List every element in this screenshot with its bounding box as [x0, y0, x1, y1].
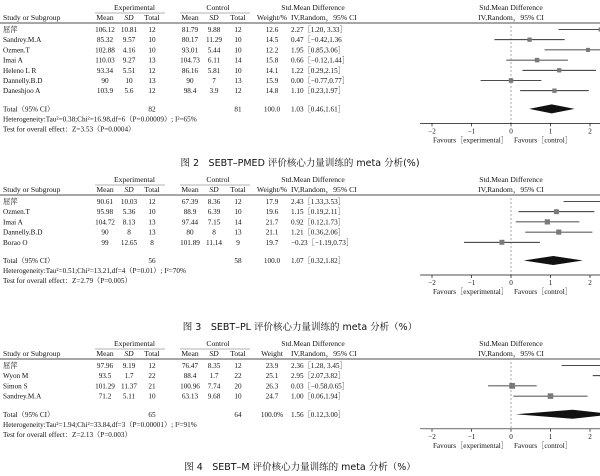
exp-total: 12 [148, 87, 156, 96]
exp-total: 8 [150, 238, 154, 247]
ctrl-sd: 8 [212, 228, 216, 237]
smd-title: Std.Mean Difference [479, 3, 543, 12]
exp-total: 12 [148, 198, 156, 206]
pooled-effect-diamond [524, 256, 583, 265]
study-weight: 14.5 [265, 36, 279, 45]
ctrl-mean: 98.4 [183, 87, 197, 96]
exp-sd: 12.65 [120, 238, 138, 247]
study-name: Ozmen.T [3, 46, 30, 55]
total-header-ctrl: Total [230, 185, 246, 194]
experimental-header: Experimental [114, 339, 155, 348]
study-weight: 24.7 [265, 392, 279, 401]
mean-header-ctrl: Mean [181, 185, 199, 194]
exp-mean: 102.88 [95, 46, 115, 55]
study-ci-text: 1.15［0.19,2.11］ [291, 208, 345, 217]
study-ci-text: −0.23［−1.19,0.73］ [291, 238, 354, 247]
exp-mean: 93.34 [96, 66, 114, 75]
smd-title-left: Std.Mean Difference [281, 175, 345, 184]
x-tick-label: −1 [467, 279, 476, 287]
study-name: Imai A [3, 218, 23, 227]
total-exp-n: 65 [148, 410, 156, 419]
exp-mean: 85.32 [96, 36, 114, 45]
exp-total: 13 [148, 228, 156, 237]
total-label: Total（95% CI） [3, 105, 55, 114]
sd-header-exp: SD [124, 349, 134, 358]
overall-effect-text: Test for overall effect：Z=2.79（P=0.005） [3, 277, 132, 285]
study-ci-text: 0.66［−0.12,1.44］ [291, 56, 349, 65]
ctrl-total: 10 [234, 208, 242, 217]
ctrl-mean: 76.47 [181, 362, 199, 370]
study-ci-text: 1.10［0.23,1.97］ [291, 87, 345, 96]
smd-title: Std.Mean Difference [479, 339, 543, 348]
method-header: IV,Random，95% CI [478, 185, 544, 194]
ctrl-sd: 5.44 [207, 46, 221, 55]
method-header: IV,Random，95% CI [478, 349, 544, 358]
ctrl-mean: 88.4 [183, 372, 197, 381]
study-name: Dannelly.B.D [3, 77, 43, 85]
x-tick-label: −1 [467, 432, 476, 441]
ctrl-sd: 1.7 [209, 372, 219, 381]
study-ci-text: 1.95［0.85,3.06］ [291, 46, 345, 55]
study-ci-text: 1.22［0.29,2.15］ [291, 66, 345, 75]
favours-experimental: Favours［experimental］ [432, 136, 508, 145]
exp-mean: 71.2 [98, 392, 112, 401]
exp-total: 10 [148, 392, 156, 401]
smd-title: Std.Mean Difference [479, 175, 543, 184]
mean-header-exp: Mean [96, 349, 114, 358]
exp-sd: 11.37 [121, 382, 137, 391]
heterogeneity-text: Heterogeneity:Tau²=0.38;Chi²=16.98,df=6（P=0.00009）; I²=65% [3, 115, 197, 124]
exp-total: 10 [148, 46, 156, 55]
ctrl-mean: 86.16 [181, 66, 199, 75]
method-header-left: IV,Random，95% CI [291, 13, 357, 22]
study-name: Daneshjoo A [3, 87, 41, 96]
x-tick-label: 0 [509, 279, 513, 287]
total-header-exp: Total [144, 349, 160, 358]
weight-header: Weight/% [256, 13, 288, 22]
figure-caption: 图 4 SEBT–M 评价核心力量训练的 meta 分析（%） [184, 462, 416, 473]
exp-sd: 9.57 [122, 36, 136, 45]
control-header: Control [206, 3, 230, 12]
x-tick-label: 1 [548, 127, 553, 136]
total-weight: 100.0% [260, 410, 284, 419]
exp-sd: 10 [125, 77, 133, 85]
ctrl-total: 14 [234, 56, 242, 65]
ctrl-mean: 101.89 [180, 238, 200, 247]
exp-mean: 99 [101, 238, 109, 247]
ctrl-total: 20 [234, 382, 242, 391]
ctrl-sd: 5.81 [207, 66, 221, 75]
weight-header: Weight [261, 349, 283, 358]
forest-svg [0, 172, 600, 336]
study-weight: 15.8 [265, 56, 279, 65]
forest-plot-fig3 [0, 172, 600, 336]
study-effect-square [552, 89, 556, 93]
exp-total: 12 [148, 362, 156, 370]
study-name: Sandrey.M.A [3, 36, 42, 45]
favours-control: Favours［control］ [514, 136, 572, 145]
favours-control: Favours［control］ [514, 288, 572, 296]
forest-svg [0, 336, 600, 476]
x-tick-label: 2 [588, 279, 592, 287]
smd-title-left: Std.Mean Difference [281, 339, 345, 348]
overall-effect-text: Test for overall effect：Z=2.13（P=0.003） [3, 430, 132, 439]
ctrl-mean: 90 [186, 77, 194, 85]
ctrl-mean: 100.96 [180, 382, 200, 391]
exp-sd: 5.6 [124, 87, 134, 96]
study-effect-square [527, 38, 531, 42]
ctrl-total: 10 [234, 46, 242, 55]
sd-header-ctrl: SD [209, 349, 219, 358]
total-label: Total（95% CI） [3, 410, 55, 419]
study-weight: 23.9 [265, 362, 279, 370]
ctrl-total: 10 [234, 36, 242, 45]
study-ci-text: 1.21［0.36,2.06］ [291, 228, 345, 237]
exp-total: 21 [148, 382, 156, 391]
study-effect-square [557, 68, 561, 72]
exp-mean: 97.96 [96, 362, 114, 370]
sd-header-ctrl: SD [209, 185, 219, 194]
ctrl-mean: 104.73 [180, 56, 200, 65]
exp-total: 12 [148, 66, 156, 75]
total-header-ctrl: Total [230, 349, 246, 358]
x-tick-label: 1 [548, 432, 553, 441]
exp-mean: 101.29 [95, 382, 115, 391]
study-weight: 21.7 [265, 218, 279, 227]
ctrl-total: 22 [234, 372, 242, 381]
study-ci-text: 1.00［0.06,1.94］ [291, 392, 345, 401]
exp-mean: 106.12 [95, 26, 115, 34]
ctrl-mean: 97.44 [181, 218, 199, 227]
ctrl-total: 13 [234, 77, 242, 85]
exp-total: 10 [148, 36, 156, 45]
exp-sd: 8.13 [122, 218, 136, 227]
exp-sd: 4.16 [122, 46, 136, 55]
study-effect-square [548, 393, 554, 399]
favours-control: Favours［control］ [514, 441, 572, 450]
exp-sd: 8 [127, 228, 131, 237]
exp-sd: 9.19 [122, 362, 136, 370]
forest-plot-fig4 [0, 336, 600, 476]
ctrl-total: 10 [234, 66, 242, 75]
experimental-header: Experimental [114, 175, 155, 184]
exp-total: 13 [148, 56, 156, 65]
mean-header-exp: Mean [96, 13, 114, 22]
ctrl-mean: 80 [186, 228, 194, 237]
mean-header-ctrl: Mean [181, 349, 199, 358]
exp-sd: 9.27 [122, 56, 136, 65]
study-header: Study or Subgroup [3, 349, 61, 358]
x-tick-label: 0 [509, 127, 513, 136]
total-header-exp: Total [144, 13, 160, 22]
total-exp-n: 56 [148, 257, 156, 265]
study-weight: 17.9 [265, 198, 279, 206]
ctrl-total: 12 [234, 87, 242, 96]
sd-header-exp: SD [124, 13, 134, 22]
total-header-ctrl: Total [230, 13, 246, 22]
exp-sd: 5.51 [122, 66, 136, 75]
study-name: Borao O [3, 238, 28, 247]
ctrl-sd: 6.11 [207, 56, 221, 65]
ctrl-total: 12 [234, 26, 242, 34]
study-ci-text: 2.27［1.20, 3.33］ [291, 26, 347, 34]
smd-title-left: Std.Mean Difference [281, 3, 345, 12]
study-name: Dannelly.B.D [3, 228, 43, 237]
study-effect-square [535, 58, 539, 62]
x-tick-label: −2 [428, 127, 436, 136]
heterogeneity-text: Heterogeneity:Tau²=0.51;Chi²=13.21,df=4（P=0.01）; I²=70% [3, 267, 186, 275]
study-weight: 21.1 [265, 228, 279, 237]
figure-caption: 图 3 SEBT–PL 评价核心力量训练的 meta 分析（%） [182, 322, 418, 333]
study-header: Study or Subgroup [3, 185, 61, 194]
ctrl-sd: 9.68 [207, 392, 221, 401]
exp-sd: 10.03 [120, 198, 138, 206]
ctrl-sd: 3.9 [209, 87, 219, 96]
mean-header-exp: Mean [96, 185, 114, 194]
exp-sd: 1.7 [124, 372, 134, 381]
exp-mean: 90 [101, 228, 109, 237]
ctrl-mean: 88.9 [183, 208, 197, 217]
study-ci-text: 2.43［1.33,3.53］ [291, 198, 345, 206]
total-ctrl-n: 81 [234, 105, 242, 114]
exp-sd: 5.11 [122, 392, 136, 401]
ctrl-mean: 63.13 [181, 392, 199, 401]
study-ci-text: 0.00［−0.77,0.77］ [291, 77, 349, 85]
study-weight: 25.1 [265, 372, 279, 381]
study-effect-square [499, 240, 504, 245]
mean-header-ctrl: Mean [181, 13, 199, 22]
sd-header-ctrl: SD [209, 13, 219, 22]
study-name: 屈萍 [3, 26, 18, 34]
study-name: Heleno L R [3, 66, 37, 75]
total-weight: 100.0 [263, 105, 281, 114]
exp-mean: 90.61 [96, 198, 114, 206]
study-ci-text: 2.95［2.07,3.82］ [291, 372, 345, 381]
exp-mean: 95.98 [96, 208, 114, 217]
study-name: Ozmen.T [3, 208, 30, 217]
x-tick-label: −1 [467, 127, 476, 136]
exp-mean: 93.5 [98, 372, 112, 381]
ctrl-total: 12 [234, 198, 242, 206]
ctrl-mean: 93.01 [181, 46, 199, 55]
exp-mean: 104.72 [95, 218, 115, 227]
ctrl-mean: 81.79 [181, 26, 199, 34]
ctrl-total: 14 [234, 218, 242, 227]
x-tick-label: 1 [548, 279, 553, 287]
method-header: IV,Random，95% CI [478, 13, 544, 22]
study-weight: 19.7 [265, 238, 279, 247]
exp-total: 12 [148, 26, 156, 34]
total-ctrl-n: 64 [234, 410, 242, 419]
ctrl-mean: 67.39 [181, 198, 199, 206]
study-weight: 12.2 [265, 46, 279, 55]
study-effect-square [554, 209, 559, 214]
study-effect-square [509, 383, 515, 389]
study-ci-text: 0.03［−0.58,0.65］ [291, 382, 349, 391]
study-ci-text: 0.47［−0.42,1.36 [291, 36, 342, 45]
ctrl-sd: 7.15 [207, 218, 221, 227]
total-weight: 100.0 [263, 257, 281, 265]
total-label: Total（95% CI） [3, 257, 55, 265]
ctrl-mean: 80.17 [181, 36, 199, 45]
ctrl-sd: 6.39 [207, 208, 221, 217]
total-exp-n: 82 [148, 105, 156, 114]
exp-total: 10 [148, 208, 156, 217]
ctrl-sd: 11.14 [206, 238, 222, 247]
total-ctrl-n: 58 [234, 257, 242, 265]
study-name: Imai A [3, 56, 23, 65]
control-header: Control [206, 339, 230, 348]
ctrl-sd: 8.35 [207, 362, 221, 370]
x-tick-label: −2 [428, 279, 436, 287]
study-header: Study or Subgroup [3, 13, 61, 22]
experimental-header: Experimental [114, 3, 155, 12]
total-ci-text: 1.07［0.32,1.82］ [291, 257, 345, 265]
method-header-left: IV,Random，95% CI [291, 185, 357, 194]
ctrl-sd: 11.29 [206, 36, 222, 45]
weight-header: Weight/% [256, 185, 288, 194]
control-header: Control [206, 175, 230, 184]
total-ci-text: 1.03［0.46,1.61］ [291, 105, 345, 114]
x-tick-label: 2 [588, 127, 592, 136]
study-weight: 26.3 [265, 382, 279, 391]
study-ci-text: 2.36［1.28, 3.45］ [291, 362, 347, 370]
favours-experimental: Favours［experimental］ [432, 441, 508, 450]
ctrl-sd: 8.36 [207, 198, 221, 206]
total-header-exp: Total [144, 185, 160, 194]
sd-header-exp: SD [124, 185, 134, 194]
pooled-effect-diamond [516, 410, 600, 419]
exp-total: 13 [148, 218, 156, 227]
study-name: Sandrey.M.A [3, 392, 42, 401]
study-weight: 19.6 [265, 208, 279, 217]
study-weight: 14.8 [265, 87, 279, 96]
exp-total: 22 [148, 372, 156, 381]
total-ci-text: 1.56［0.12,3.00］ [291, 410, 345, 419]
forest-svg [0, 0, 600, 172]
ctrl-sd: 7.74 [207, 382, 221, 391]
study-ci-text: 0.92［0.12,1.73］ [291, 218, 345, 227]
exp-sd: 5.36 [122, 208, 136, 217]
x-tick-label: 2 [588, 432, 592, 441]
forest-plot-fig2 [0, 0, 600, 172]
study-name: Wyon M [3, 372, 29, 381]
ctrl-total: 10 [234, 392, 242, 401]
ctrl-sd: 7 [212, 77, 216, 85]
study-name: 屈萍 [3, 198, 18, 206]
exp-mean: 110.03 [95, 56, 115, 65]
ctrl-sd: 9.88 [207, 26, 221, 34]
study-name: Simon S [3, 382, 28, 391]
study-effect-square [556, 230, 561, 235]
ctrl-total: 9 [236, 238, 240, 247]
study-effect-square [545, 219, 550, 224]
exp-total: 13 [148, 77, 156, 85]
ctrl-total: 13 [234, 228, 242, 237]
study-name: 屈萍 [3, 362, 18, 370]
favours-experimental: Favours［experimental］ [432, 288, 508, 296]
exp-sd: 10.81 [120, 26, 138, 34]
overall-effect-text: Test for overall effect：Z=3.53（P=0.0004） [3, 125, 136, 134]
figure-caption: 图 2 SEBT–PMED 评价核心力量训练的 meta 分析(%) [180, 158, 420, 169]
study-weight: 15.9 [265, 77, 279, 85]
method-header-left: IV,Random，95% CI [291, 349, 357, 358]
ctrl-total: 12 [234, 362, 242, 370]
x-tick-label: 0 [509, 432, 513, 441]
x-tick-label: −2 [428, 432, 436, 441]
study-weight: 12.6 [265, 26, 279, 34]
pooled-effect-diamond [529, 104, 574, 113]
heterogeneity-text: Heterogeneity:Tau²=1.94;Chi²=33.84,df=3（P=0.00001）; I²=91% [3, 420, 197, 429]
exp-mean: 103.9 [96, 87, 114, 96]
study-effect-square [586, 48, 590, 52]
exp-mean: 90 [101, 77, 109, 85]
study-weight: 14.1 [265, 66, 279, 75]
